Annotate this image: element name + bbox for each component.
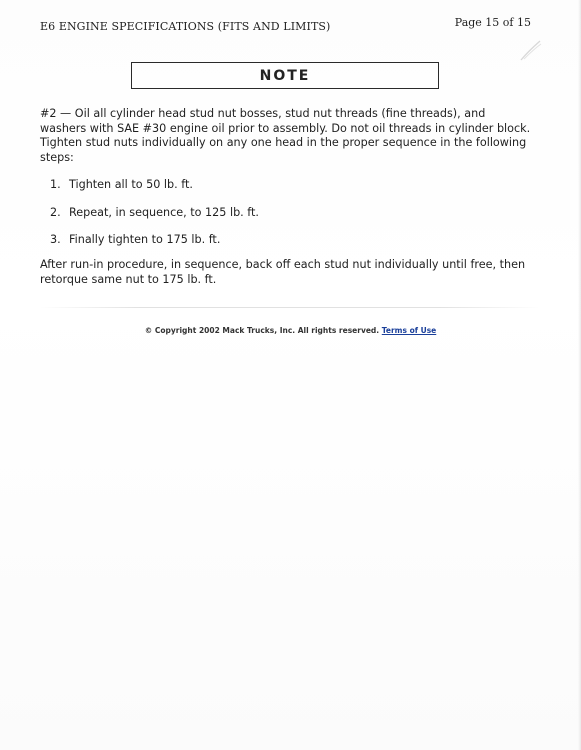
terms-of-use-link[interactable]: Terms of Use bbox=[381, 326, 437, 335]
copyright-text: © Copyright 2002 Mack Trucks, Inc. All rights reserved. bbox=[144, 326, 380, 335]
footer bbox=[0, 326, 581, 335]
torque-steps-list bbox=[50, 178, 259, 261]
divider bbox=[40, 307, 540, 308]
step-number: 3. bbox=[50, 233, 61, 246]
note-heading: NOTE bbox=[259, 67, 311, 84]
note-box bbox=[131, 62, 439, 89]
page-number: Page 15 of 15 bbox=[454, 16, 531, 29]
document-title: E6 ENGINE SPECIFICATIONS (FITS AND LIMITS) bbox=[40, 20, 331, 33]
list-item bbox=[50, 178, 259, 206]
step-number: 1. bbox=[50, 178, 61, 191]
run-in-paragraph: After run-in procedure, in sequence, back off each stud nut individually until free, then retorque same nut to 175 lb. ft. bbox=[40, 258, 526, 286]
list-item bbox=[50, 233, 259, 261]
step-text: Tighten all to 50 lb. ft. bbox=[69, 178, 193, 191]
step-number: 2. bbox=[50, 205, 61, 219]
instruction-paragraph: #2 — Oil all cylinder head stud nut bosses, stud nut threads (fine threads), and washers with SAE #30 engine oil prior to assembly. Do not oil threads in cylinder block. Tighten stud nuts individually on any one head in the proper sequence in the following steps: bbox=[40, 107, 531, 164]
step-text: Finally tighten to 175 lb. ft. bbox=[69, 233, 221, 246]
list-item bbox=[50, 206, 259, 234]
step-text: Repeat, in sequence, to 125 lb. ft. bbox=[69, 205, 259, 219]
pen-mark-icon bbox=[518, 38, 544, 62]
